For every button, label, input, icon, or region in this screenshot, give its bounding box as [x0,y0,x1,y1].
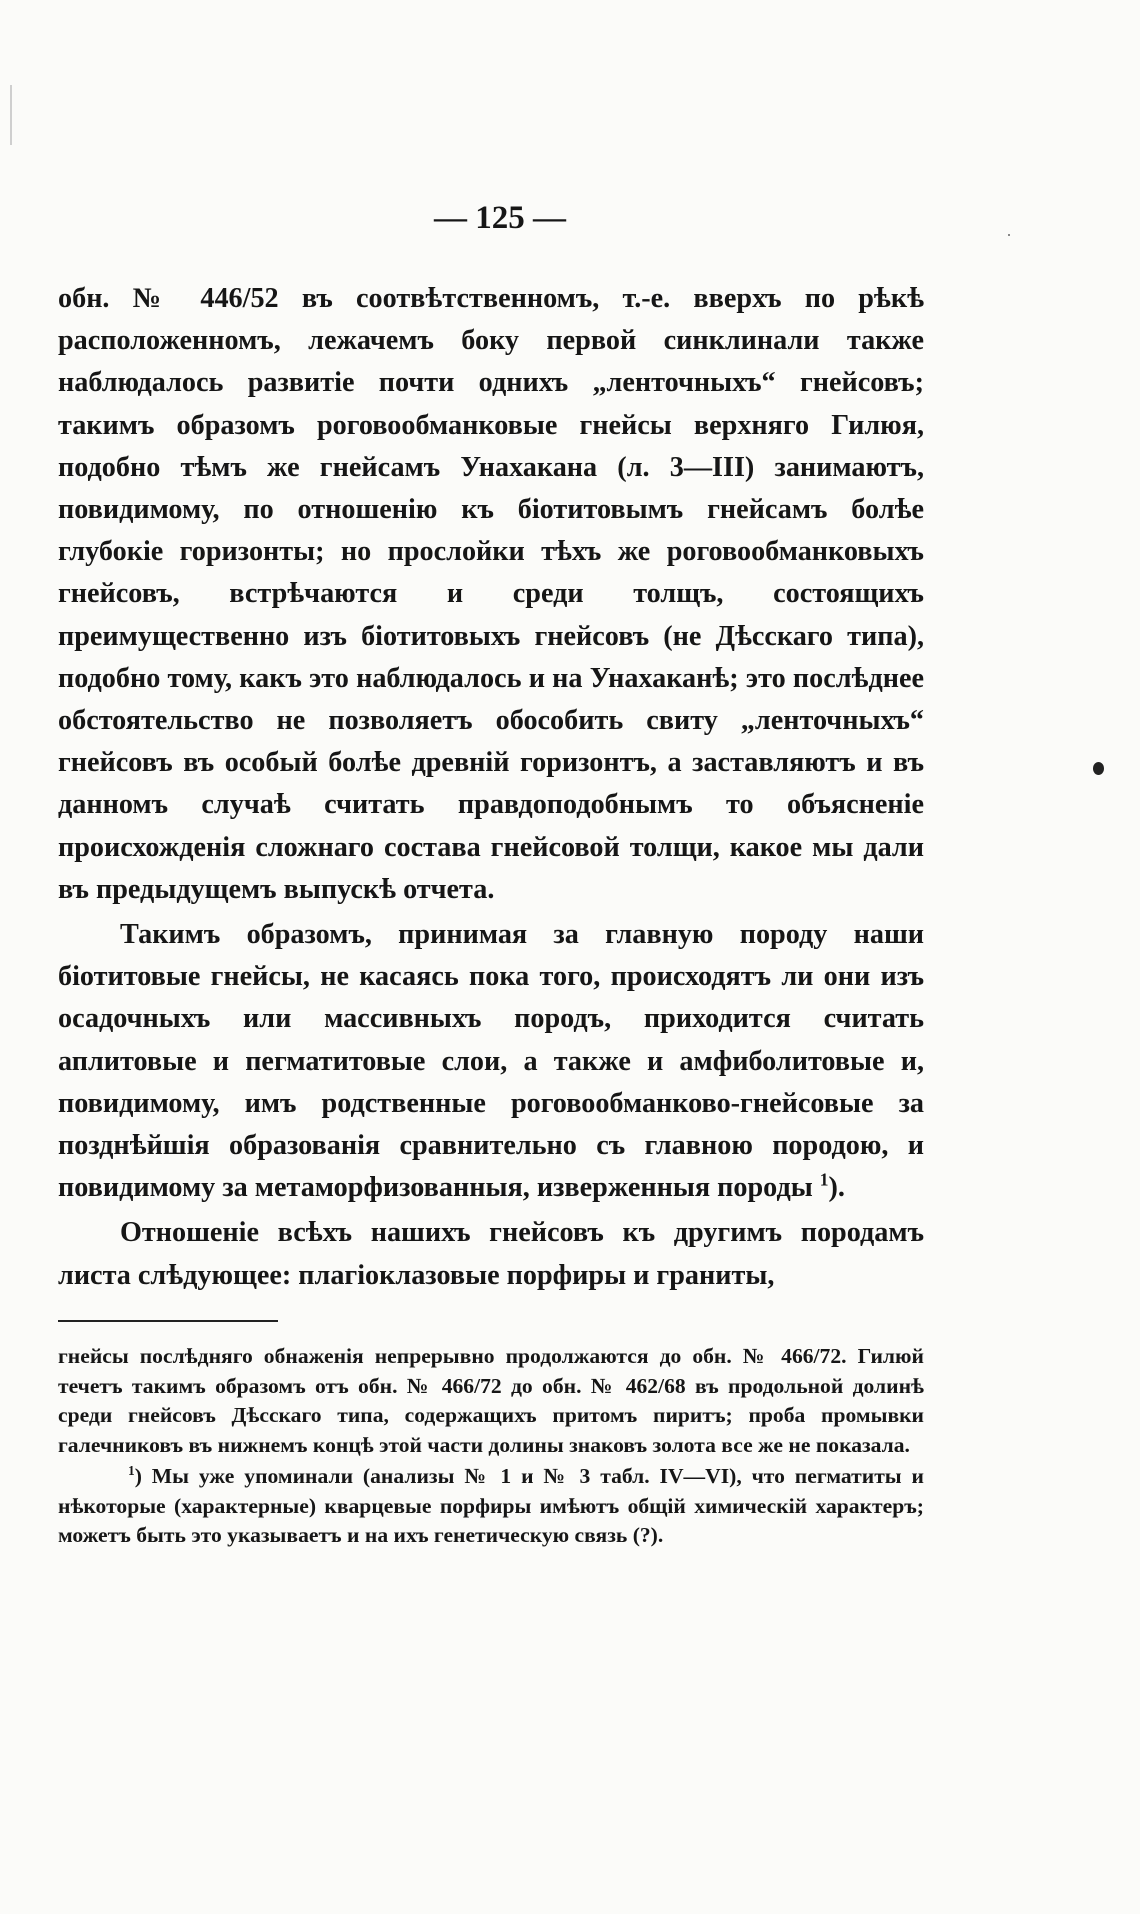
main-text [58,278,924,1297]
paragraph-2 [58,914,924,1209]
scan-edge-mark [10,85,12,145]
footnote-1 [58,1462,924,1551]
paragraph-3: Отношеніе всѣхъ нашихъ гнейсовъ къ другимъ породамъ листа слѣдующее: плагіоклазовые порфиры и граниты, [58,1217,924,1291]
footnote-marker: 1 [128,1462,135,1478]
footnote-reference: 1 [819,1169,829,1190]
footnote-separator [58,1320,278,1322]
scan-speck [1008,234,1010,236]
paragraph-2-text: Такимъ образомъ, принимая за главную породу наши біотитовые гнейсы, не касаясь пока того, происходятъ ли они изъ осадочныхъ или массивныхъ породъ, приходится считать аплитовые и пегматитовые слои, а также и амфиболитовые и, повидимому, имъ родственные роговообманково-гнейсовые за позднѣйшія образованія сравнительно съ главною породою, и повидимому за метаморфизованныя, изверженныя породы [58,919,924,1204]
paragraph-1: обн. № 446/52 въ соотвѣтственномъ, т.-е. вверхъ по рѣкѣ расположенномъ, лежачемъ боку первой синклинали также наблюдалось развитіе почти однихъ „ленточныхъ“ гнейсовъ; такимъ образомъ роговообманковые гнейсы верхняго Гилюя, подобно тѣмъ же гнейсамъ Унахакана (л. 3—III) занимаютъ, повидимому, по отношенію къ біотитовымъ гнейсамъ болѣе глубокіе горизонты; но прослойки тѣхъ же роговообманковыхъ гнейсовъ, встрѣчаются и среди толщъ, состоящихъ преимущественно изъ біотитовыхъ гнейсовъ (не Дѣсскаго типа), подобно тому, какъ это наблюдалось и на Унахаканѣ; это послѣднее обстоятельство не позволяетъ обособить свиту „ленточныхъ“ гнейсовъ въ особый болѣе древній горизонтъ, а заставляютъ и въ данномъ случаѣ считать правдоподобнымъ то объясненіе происхожденія сложнаго состава гнейсовой толщи, какое мы дали въ предыдущемъ выпускѣ отчета. [58,283,924,905]
paragraph-2-end: ). [828,1172,845,1204]
footnote-1-text: ) Мы уже упоминали (анализы № 1 и № 3 табл. IV—VI), что пегматиты и нѣкоторые (характерные) кварцевые порфиры имѣютъ общій химическій характеръ; можетъ быть это указываетъ и на ихъ генетическую связь (?). [58,1464,924,1547]
footnotes [58,1342,924,1551]
footnote-continuation: гнейсы послѣдняго обнаженія непрерывно продолжаются до обн. № 466/72. Гилюй течетъ такимъ образомъ отъ обн. № 466/72 до обн. № 462/68 въ продольной долинѣ среди гнейсовъ Дѣсскаго типа, содержащихъ притомъ пиритъ; проба промывки галечниковъ въ нижнемъ концѣ этой части долины знаковъ золота все же не показала. [58,1344,924,1457]
ink-blot [1093,762,1104,775]
page-number: — 125 — [434,200,566,236]
